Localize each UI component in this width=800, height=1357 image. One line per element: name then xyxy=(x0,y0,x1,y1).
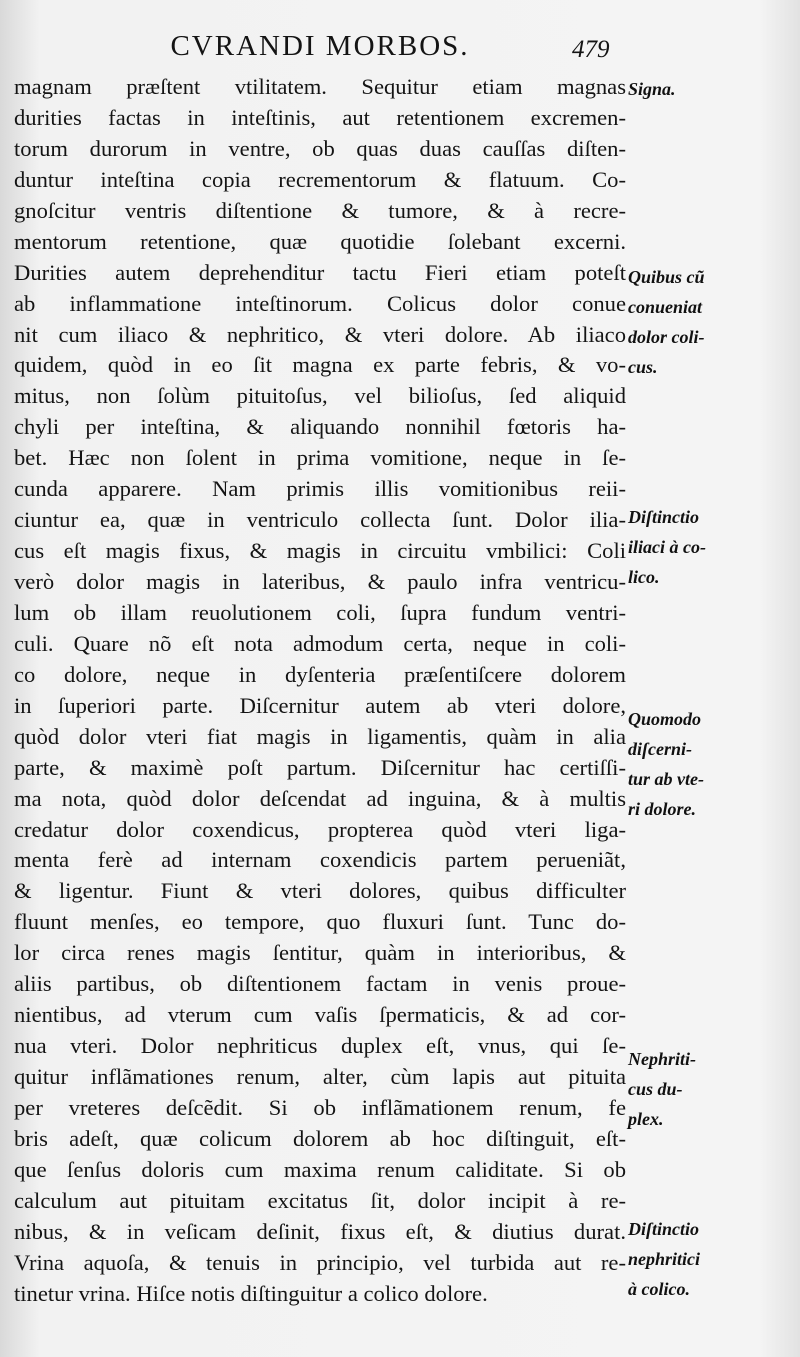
margin-note-line: tur ab vte- xyxy=(628,769,704,789)
text-line: nibus, & in veſicam deſinit, fixus eſt, & diutius durat. xyxy=(14,1218,626,1244)
margin-note-line: Diſtinctio xyxy=(628,507,699,527)
running-head: CVRANDI MORBOS. xyxy=(170,30,470,62)
text-line: nua vteri. Dolor nephriticus duplex eſt, vnus, qui ſe- xyxy=(14,1033,626,1059)
margin-note-line: conueniat xyxy=(628,297,703,317)
text-line: Vrina aquoſa, & tenuis in principio, vel turbida aut re- xyxy=(14,1249,626,1275)
text-line: ab inflammatione inteſtinorum. Colicus dolor conue xyxy=(14,290,626,316)
text-line: fluunt menſes, eo tempore, quo fluxuri ſunt. Tunc do- xyxy=(14,909,626,935)
margin-note-line: Diſtinctio xyxy=(628,1219,699,1239)
text-line: co dolore, neque in dyſenteria præſentiſcere dolorem xyxy=(14,661,626,687)
margin-note-nephriticus-duplex xyxy=(628,1044,793,1134)
text-line: Durities autem deprehenditur tactu Fieri etiam poteſt xyxy=(14,259,626,285)
margin-note-line: nephritici xyxy=(628,1249,701,1269)
text-line: culi. Quare nõ eſt nota admodum certa, neque in coli- xyxy=(14,630,626,656)
margin-note-line: cus. xyxy=(628,357,658,377)
text-line: que ſenſus doloris cum maxima renum caliditate. Si ob xyxy=(14,1156,626,1182)
margin-note-quomodo-discernitur xyxy=(628,704,793,824)
text-line: magnam præſtent vtilitatem. Sequitur etiam magnas xyxy=(14,74,626,99)
text-line: bris adeſt, quæ colicum dolorem ab hoc diſtinguit, eſt- xyxy=(14,1125,626,1151)
margin-note-line: Nephriti- xyxy=(628,1049,697,1069)
margin-note-line: à colico. xyxy=(628,1279,690,1299)
margin-note-line: Quibus cũ xyxy=(628,267,705,287)
margin-note-line: cus du- xyxy=(628,1079,683,1099)
margin-note-signa xyxy=(628,74,793,104)
text-line: mentorum retentione, quæ quotidie ſolebant excerni. xyxy=(14,228,626,254)
text-line: duntur inteſtina copia recrementorum & flatuum. Co- xyxy=(14,166,626,192)
text-line: quitur inflãmationes renum, alter, cùm lapis aut pituita xyxy=(14,1064,626,1089)
body-text xyxy=(14,72,626,1310)
text-line: quidem, quòd in eo ſit magna ex parte febris, & vo- xyxy=(14,352,626,378)
page-number: 479 xyxy=(572,36,610,63)
text-line: gnoſcitur ventris diſtentione & tumore, & à recre- xyxy=(14,197,626,223)
text-line: in ſuperiori parte. Diſcernitur autem ab vteri dolore, xyxy=(14,692,626,718)
text-line: cus eſt magis fixus, & magis in circuitu vmbilici: Coli xyxy=(14,538,626,564)
text-line: parte, & maximè poſt partum. Diſcernitur hac certiſſi- xyxy=(14,754,626,780)
margin-note-line: ri dolore. xyxy=(628,799,697,819)
margin-note-line: dolor coli- xyxy=(628,327,705,347)
margin-note-line: lico. xyxy=(628,567,660,587)
text-line: cunda apparere. Nam primis illis vomitionibus reii- xyxy=(14,476,626,502)
text-line: lor circa renes magis ſentitur, quàm in interioribus, & xyxy=(14,940,626,966)
text-line: chyli per inteſtina, & aliquando nonnihil fœtoris ha- xyxy=(14,414,626,440)
margin-note-line: Quomodo xyxy=(628,709,702,729)
text-line: verò dolor magis in lateribus, & paulo infra ventricu- xyxy=(14,569,626,594)
text-line: mitus, non ſolùm pituitoſus, vel bilioſus, ſed aliquid xyxy=(14,383,626,409)
text-line: quòd dolor vteri fiat magis in ligamentis, quàm in alia xyxy=(14,723,626,749)
margin-note-distinctio-nephritici xyxy=(628,1214,793,1304)
text-line: nit cum iliaco & nephritico, & vteri dolore. Ab iliaco xyxy=(14,321,626,347)
text-line: credatur dolor coxendicus, propterea quòd vteri liga- xyxy=(14,816,626,842)
text-line: nientibus, ad vterum cum vaſis ſpermaticis, & ad cor- xyxy=(14,1002,626,1028)
text-line: ciuntur ea, quæ in ventriculo collecta ſunt. Dolor ilia- xyxy=(14,507,626,533)
text-line: calculum aut pituitam excitatus ſit, dolor incipit à re- xyxy=(14,1187,626,1213)
text-line: durities factas in inteſtinis, aut retentionem excremen- xyxy=(14,104,626,130)
text-line: ma nota, quòd dolor deſcendat ad inguina, & à multis xyxy=(14,785,626,811)
text-line: menta ferè ad internam coxendicis partem perueniãt, xyxy=(14,847,626,873)
text-line: bet. Hæc non ſolent in prima vomitione, neque in ſe- xyxy=(14,445,626,471)
margin-note-line: diſcerni- xyxy=(628,739,692,759)
margin-note-line: plex. xyxy=(628,1109,664,1129)
text-line: per vreteres deſcẽdit. Si ob inflãmationem renum, fe xyxy=(14,1094,626,1120)
text-line: & ligentur. Fiunt & vteri dolores, quibus difficulter xyxy=(14,878,626,904)
margin-note-line: iliaci à co- xyxy=(628,537,706,557)
text-line: tinetur vrina. Hiſce notis diſtinguitur a colico dolore. xyxy=(14,1280,488,1306)
text-line: lum ob illam reuolutionem coli, ſupra fundum ventri- xyxy=(14,599,626,625)
text-line: torum durorum in ventre, ob quas duas cauſſas diſten- xyxy=(14,135,626,161)
text-line: aliis partibus, ob diſtentionem factam in venis proue- xyxy=(14,971,626,997)
margin-note-line: Signa. xyxy=(628,79,676,99)
margin-note-quibus-conueniat xyxy=(628,262,793,382)
margin-note-distinctio-iliaci xyxy=(628,502,793,592)
